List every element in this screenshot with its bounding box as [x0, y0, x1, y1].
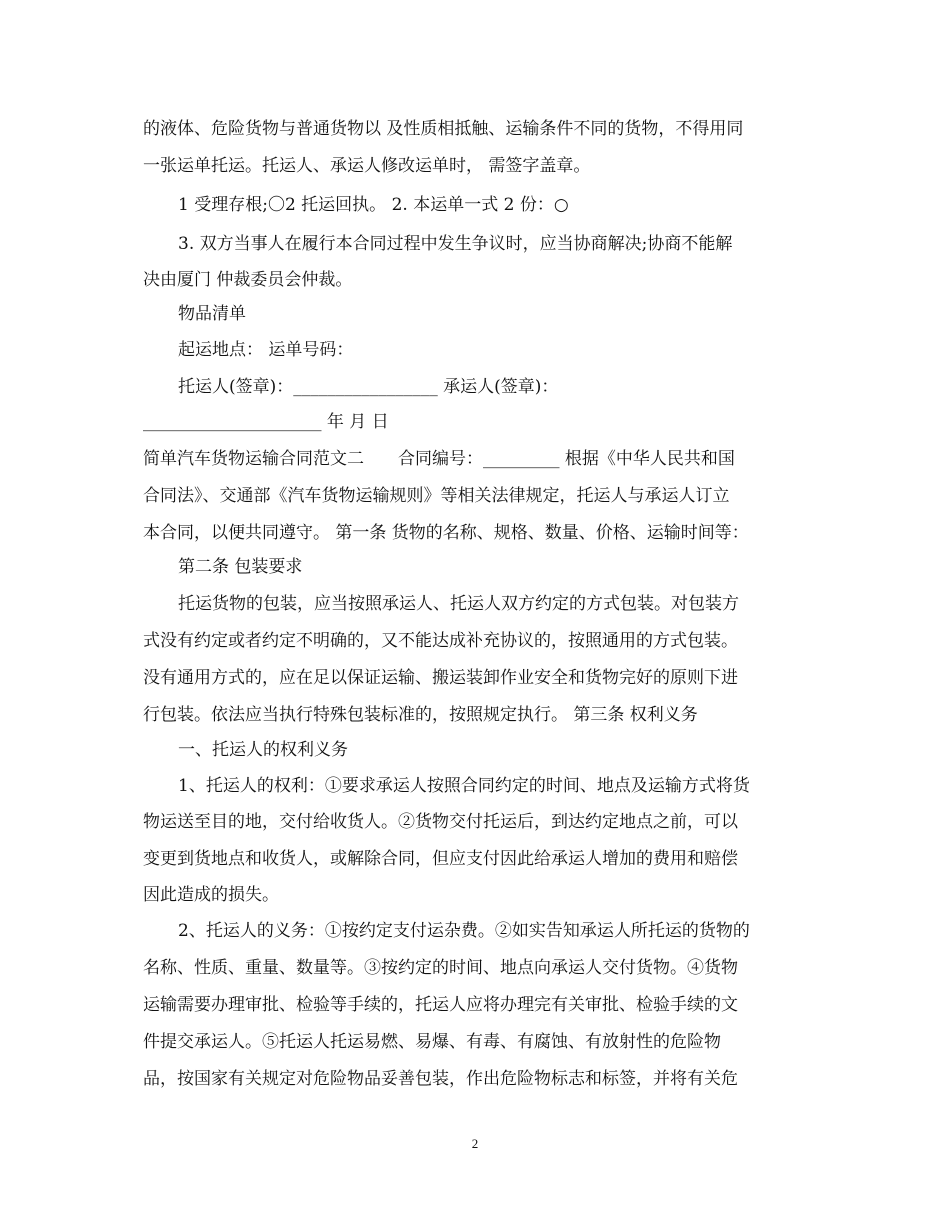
section-heading: 简单汽车货物运输合同范文二 合同编号：_________ 根据《中华人民共和国: [143, 449, 735, 469]
text-line: 3. 双方当事人在履行本合同过程中发生争议时，应当协商解决;协商不能解: [178, 234, 733, 254]
text-line: 式没有约定或者约定不明确的，又不能达成补充协议的，按照通用的方式包装。: [143, 631, 738, 651]
text-line: 运输需要办理审批、检验等手续的，托运人应将办理完有关审批、检验手续的文: [143, 995, 738, 1015]
text-line: 因此造成的损失。: [143, 885, 279, 905]
text-line: 一、托运人的权利义务: [178, 740, 348, 760]
text-line: 行包装。依法应当执行特殊包装标准的，按照规定执行。 第三条 权利义务: [143, 705, 698, 725]
text-line: 1、托运人的权利：①要求承运人按照合同约定的时间、地点及运输方式将货: [178, 776, 750, 796]
text-line: 起运地点： 运单号码：: [178, 340, 354, 360]
text-line: 名称、性质、重量、数量等。③按约定的时间、地点向承运人交付货物。④货物: [143, 958, 738, 978]
text-line: 决由厦门 仲裁委员会仲裁。: [143, 270, 353, 290]
text-line: 第二条 包装要求: [178, 557, 303, 577]
text-line: 本合同，以便共同遵守。 第一条 货物的名称、规格、数量、价格、运输时间等：: [143, 523, 749, 543]
date-line: _____________________ 年 月 日: [143, 412, 389, 432]
page-number: 2: [471, 1136, 479, 1151]
signature-line: 托运人(签章)：_________________ 承运人(签章)：: [178, 377, 559, 397]
text-line: 合同法》、交通部《汽车货物运输规则》等相关法律规定，托运人与承运人订立: [143, 486, 730, 506]
text-line: 品，按国家有关规定对危险物品妥善包装，作出危险物标志和标签，并将有关危: [143, 1069, 738, 1089]
text-line: 没有通用方式的，应在足以保证运输、搬运装卸作业安全和货物完好的原则下进: [143, 668, 738, 688]
text-line: 1 受理存根;〇2 托运回执。 2. 本运单一式 2 份：○: [178, 195, 569, 215]
text-line: 托运货物的包装，应当按照承运人、托运人双方约定的方式包装。对包装方: [178, 594, 739, 614]
text-line: 件提交承运人。⑤托运人托运易燃、易爆、有毒、有腐蚀、有放射性的危险物: [143, 1032, 721, 1052]
text-line: 变更到货地点和收货人，或解除合同，但应支付因此给承运人增加的费用和赔偿: [143, 849, 738, 869]
text-line: 一张运单托运。托运人、承运人修改运单时， 需签字盖章。: [143, 156, 591, 176]
text-line: 物品清单: [178, 304, 246, 324]
text-line: 的液体、危险货物与普通货物以 及性质相抵触、运输条件不同的货物，不得用同: [143, 119, 744, 139]
text-line: 物运送至目的地，交付给收货人。②货物交付托运后，到达约定地点之前，可以: [143, 812, 738, 832]
text-line: 2、托运人的义务：①按约定支付运杂费。②如实告知承运人所托运的货物的: [178, 921, 750, 941]
